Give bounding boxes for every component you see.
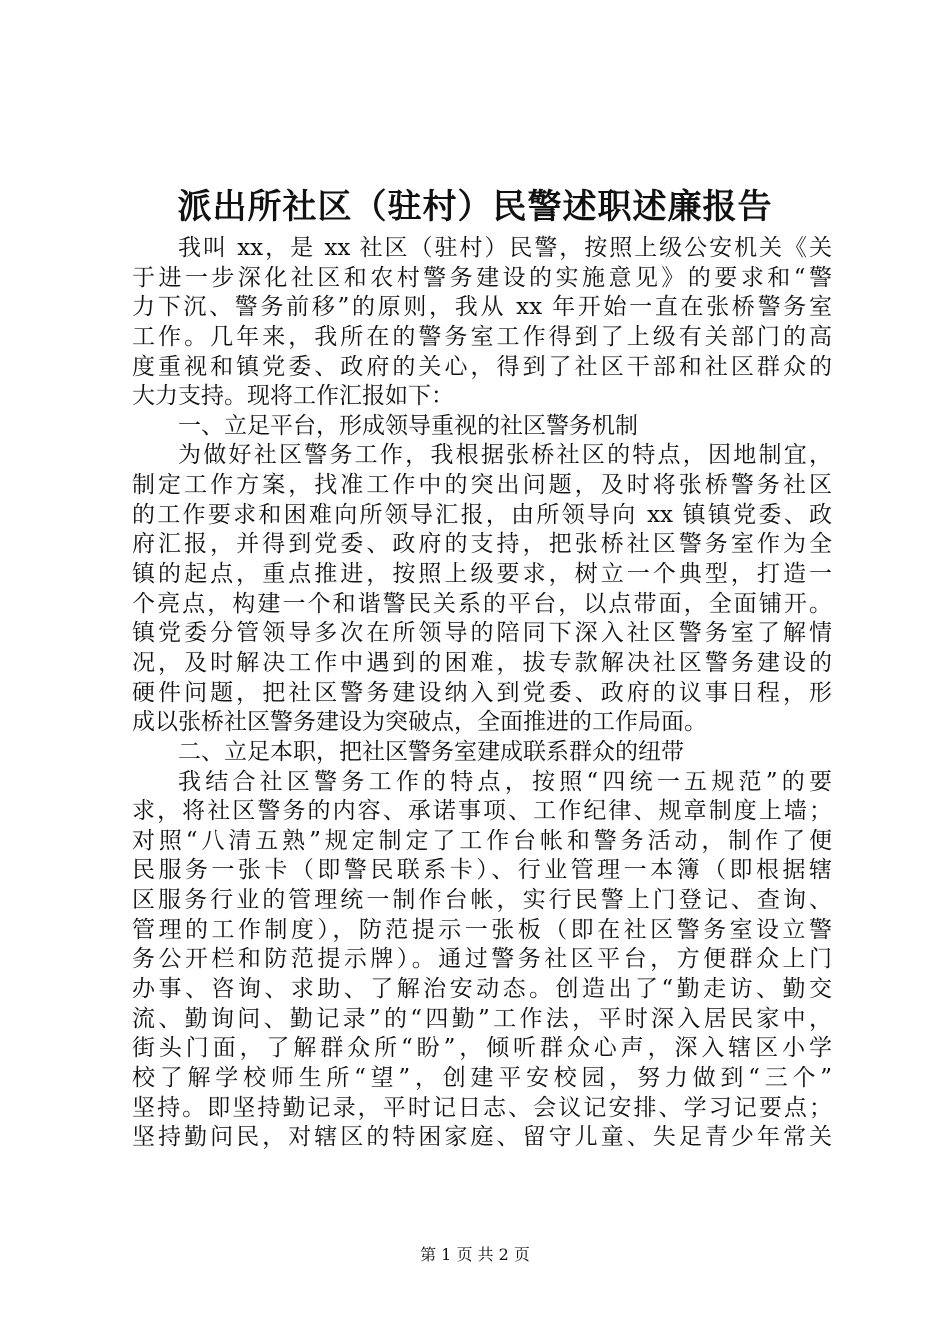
body-line: 工作。几年来，我所在的警务室工作得到了上级有关部门的高: [132, 323, 832, 350]
body-line: 的工作要求和困难向所领导汇报，由所领导向 xx 镇镇党委、政: [132, 501, 832, 528]
body-line: 区服务行业的管理统一制作台帐，实行民警上门登记、查询、: [132, 887, 832, 914]
body-line: 办事、咨询、求助、了解治安动态。创造出了“勤走访、勤交: [132, 976, 832, 1003]
body-line: 镇的起点，重点推进，按照上级要求，树立一个典型，打造一: [132, 561, 832, 588]
body-line: 流、勤询问、勤记录”的“四勤”工作法，平时深入居民家中，: [132, 1005, 832, 1032]
body-line: 校了解学校师生所“望”，创建平安校园，努力做到“三个”: [132, 1064, 832, 1091]
body-line: 二、立足本职，把社区警务室建成联系群众的纽带: [178, 738, 684, 765]
body-line: 务公开栏和防范提示牌）。通过警务社区平台，方便群众上门: [132, 946, 832, 973]
body-line: 度重视和镇党委、政府的关心，得到了社区干部和社区群众的: [132, 353, 832, 380]
document-title: 派出所社区（驻村）民警述职述廉报告: [177, 187, 773, 227]
body-line: 求，将社区警务的内容、承诺事项、工作纪律、规章制度上墙；: [132, 798, 832, 825]
body-line: 街头门面，了解群众所“盼”，倾听群众心声，深入辖区小学: [132, 1035, 832, 1062]
body-line: 府汇报，并得到党委、政府的支持，把张桥社区警务室作为全: [132, 531, 832, 558]
body-line: 民服务一张卡（即警民联系卡）、行业管理一本簿（即根据辖: [132, 857, 832, 884]
body-line: 坚持勤问民，对辖区的特困家庭、留守儿童、失足青少年常关: [132, 1124, 832, 1151]
body-line: 成以张桥社区警务建设为突破点，全面推进的工作局面。: [132, 709, 707, 736]
body-line: 管理的工作制度），防范提示一张板（即在社区警务室设立警: [132, 916, 832, 943]
body-line: 个亮点，构建一个和谐警民关系的平台，以点带面，全面铺开。: [132, 590, 832, 617]
body-line: 我叫 xx，是 xx 社区（驻村）民警，按照上级公安机关《关: [178, 235, 832, 261]
body-line: 于进一步深化社区和农村警务建设的实施意见》的要求和“警: [132, 264, 832, 291]
page-footer: 第 1 页 共 2 页: [420, 1245, 530, 1264]
document-body: [132, 234, 832, 1153]
body-line: 为做好社区警务工作，我根据张桥社区的特点，因地制宜，: [178, 442, 832, 469]
body-line: 一、立足平台，形成领导重视的社区警务机制: [178, 412, 638, 439]
body-line: 硬件问题，把社区警务建设纳入到党委、政府的议事日程，形: [132, 679, 832, 706]
body-line: 镇党委分管领导多次在所领导的陪同下深入社区警务室了解情: [132, 620, 832, 647]
body-line: 制定工作方案，找准工作中的突出问题，及时将张桥警务社区: [132, 472, 832, 499]
body-line: 力下沉、警务前移”的原则，我从 xx 年开始一直在张桥警务室: [132, 294, 832, 321]
body-line: 大力支持。现将工作汇报如下：: [132, 383, 454, 410]
body-line: 对照“八清五熟”规定制定了工作台帐和警务活动，制作了便: [132, 827, 832, 854]
body-line: 况，及时解决工作中遇到的困难，拔专款解决社区警务建设的: [132, 649, 832, 676]
body-line: 坚持。即坚持勤记录，平时记日志、会议记安排、学习记要点；: [132, 1094, 832, 1121]
body-line: 我结合社区警务工作的特点，按照“四统一五规范”的要: [178, 768, 832, 795]
